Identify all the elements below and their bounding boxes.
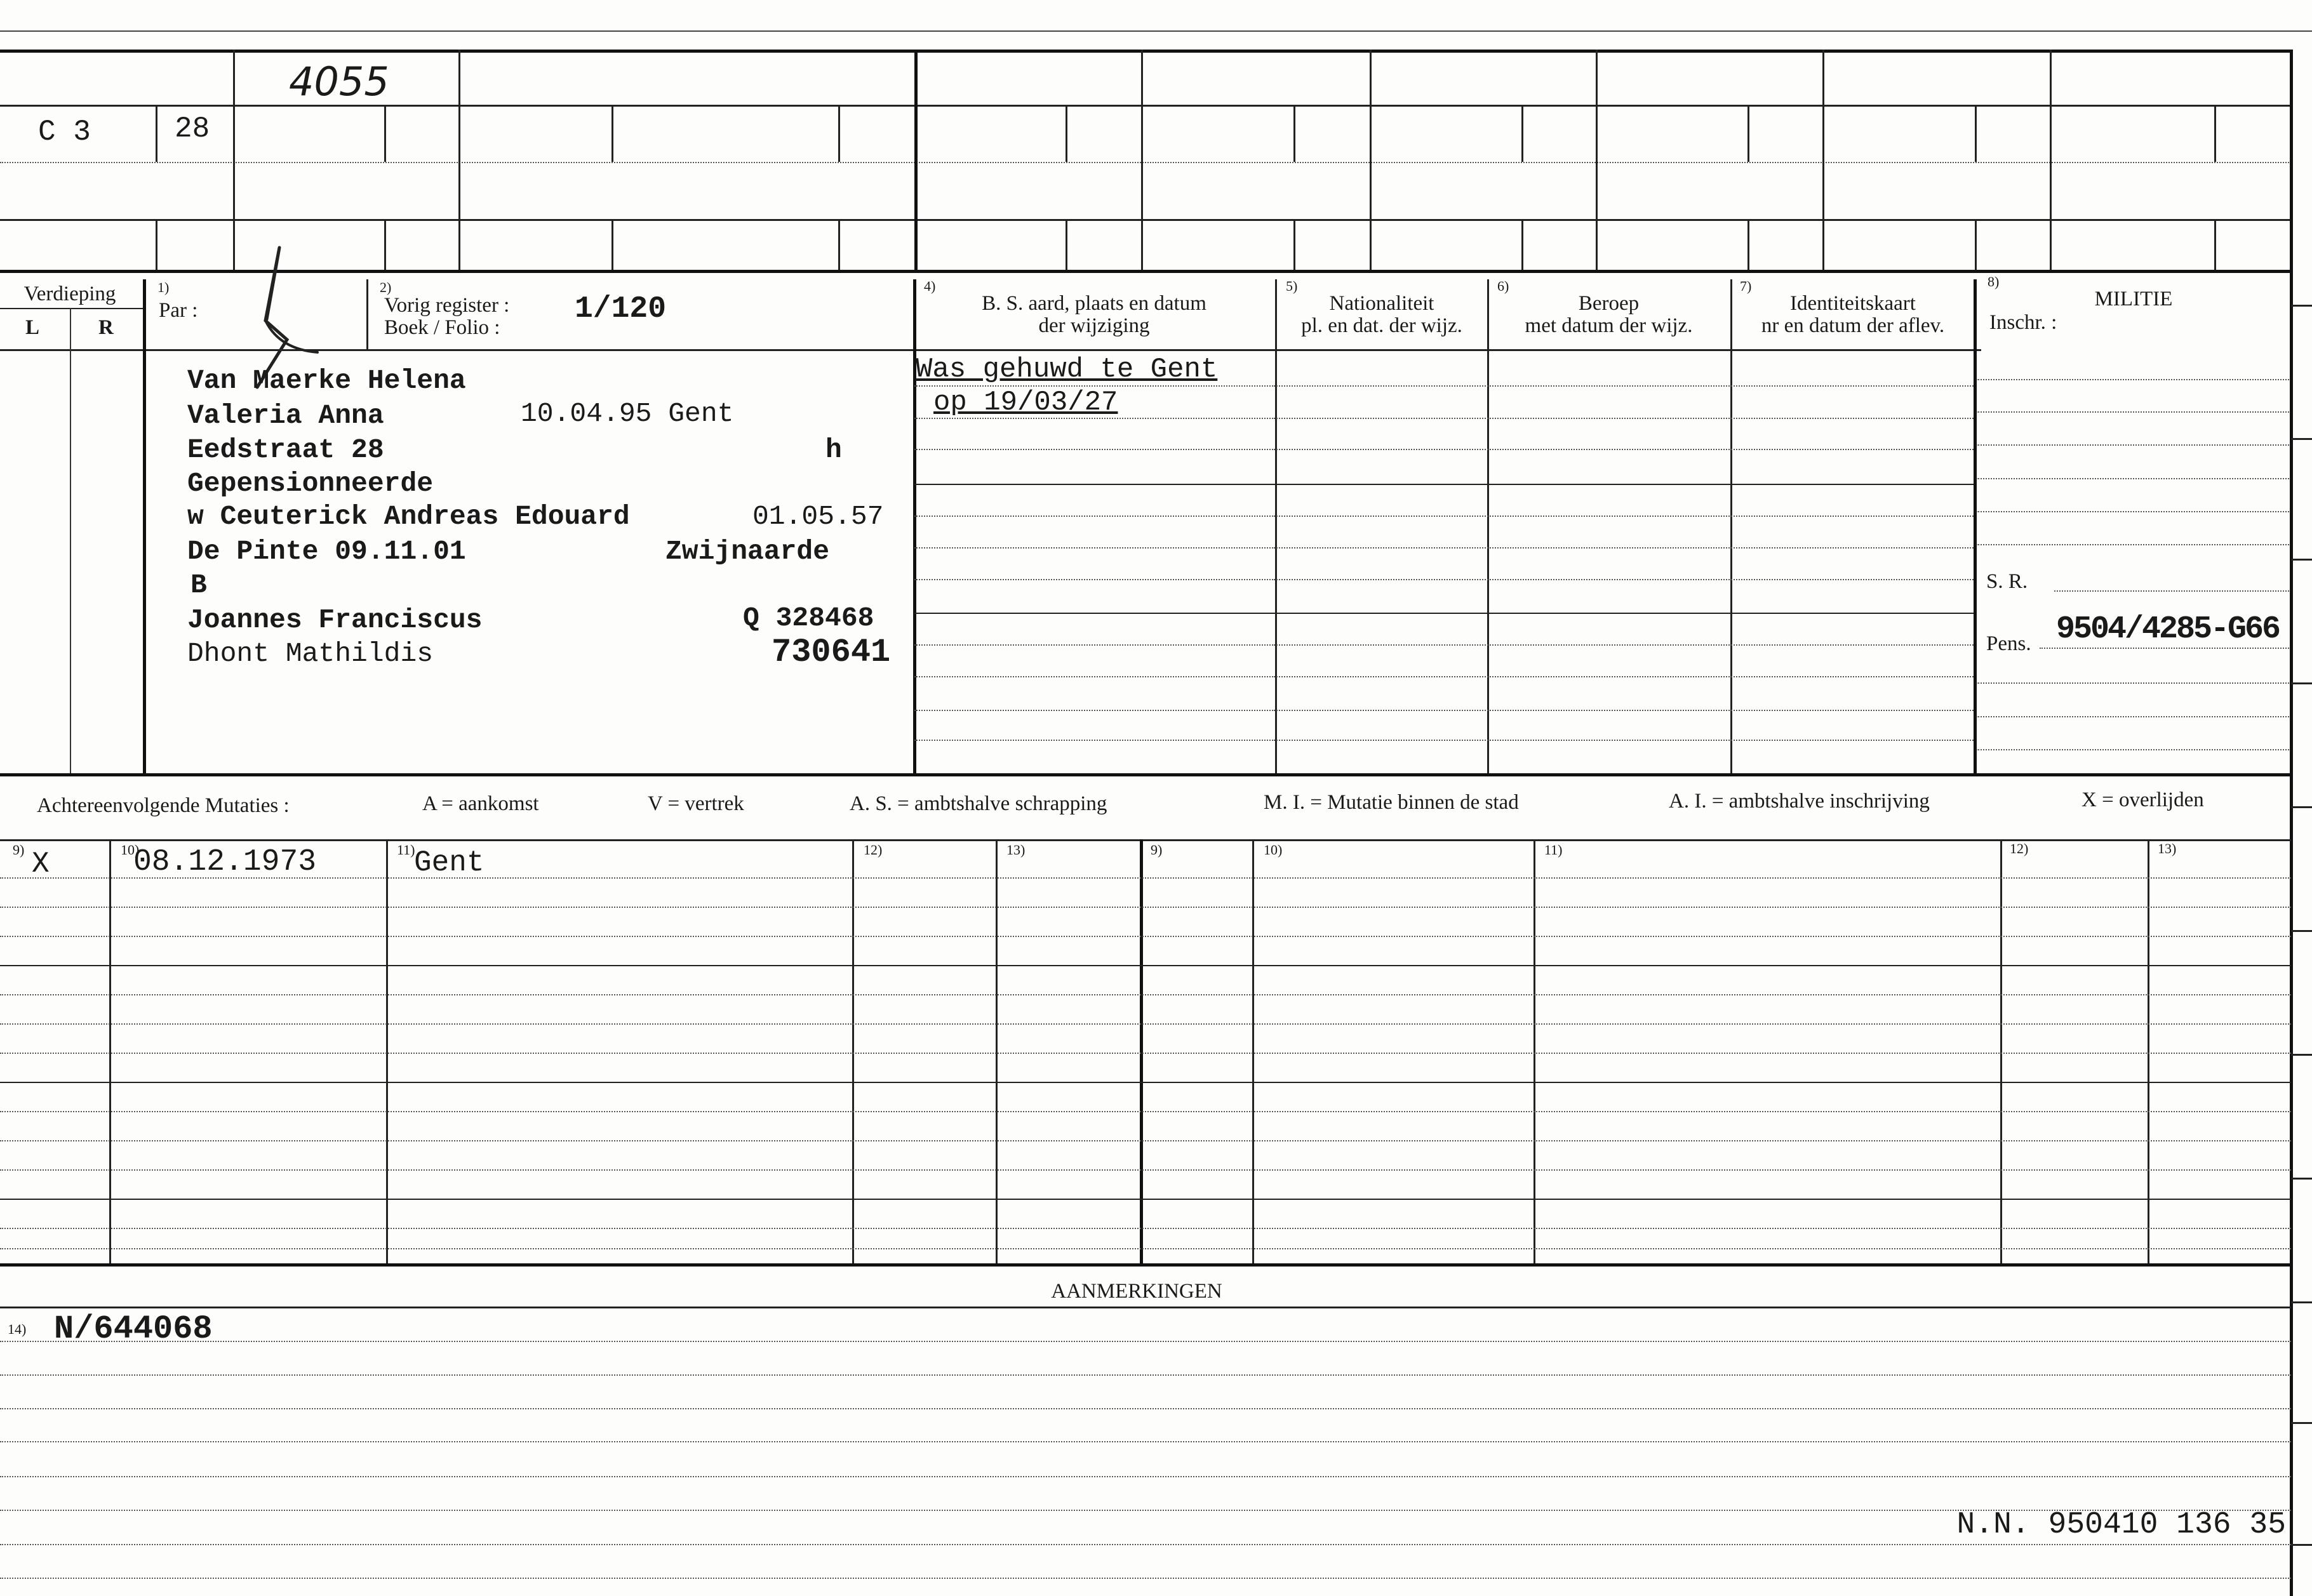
mutation-date: 08.12.1973 — [133, 845, 317, 879]
note-6: 6) — [1497, 278, 1509, 294]
col-divider-nat — [1275, 279, 1277, 775]
top-grid-tick — [1975, 219, 1977, 270]
top-grid-tick — [1521, 105, 1523, 162]
top-grid-tick — [2214, 105, 2216, 162]
legend-mi: M. I. = Mutatie binnen de stad — [1264, 791, 1519, 814]
remarks-rule — [0, 1578, 2291, 1579]
inschr-label: Inschr. : — [1989, 311, 2057, 334]
edge-tick — [2291, 1178, 2312, 1180]
militie-rule — [1976, 411, 2289, 413]
nat-header-line1: Nationaliteit — [1329, 292, 1434, 315]
bs-rule — [914, 579, 1275, 580]
person-line-3a: Eedstraat 28 — [187, 434, 384, 465]
nn-number: N.N. 950410 136 35 — [1956, 1508, 2286, 1542]
legend-ai: A. I. = ambtshalve inschrijving — [1669, 790, 1930, 813]
mutation-rule — [0, 1169, 2291, 1171]
mutation-rule — [0, 965, 2291, 966]
vorig-register-label: Vorig register : — [384, 294, 510, 317]
mut-col-13: 13) — [1006, 842, 1026, 858]
top-grid-tick — [156, 219, 157, 270]
verdieping-divider — [0, 308, 143, 309]
bs-header-line2: der wijziging — [1038, 314, 1150, 337]
person-line-1: Van Maerke Helena — [187, 365, 466, 396]
nat-rule — [1276, 579, 1974, 580]
mutation-rule — [0, 1082, 2291, 1083]
remarks-rule — [0, 1544, 2291, 1545]
boek-folio-label: Boek / Folio : — [384, 316, 500, 339]
r-label: R — [98, 316, 114, 339]
nat-rule — [1276, 484, 1974, 485]
top-grid-line — [0, 219, 2291, 221]
top-grid-tick — [1975, 105, 1977, 162]
nat-rule — [1276, 547, 1974, 549]
militie-rule — [1976, 444, 2289, 446]
person-line-8a: Joannes Franciscus — [187, 604, 483, 635]
edge-tick — [2291, 438, 2312, 440]
nat-rule — [1276, 515, 1974, 517]
nat-rule — [1276, 740, 1974, 741]
right-border — [2290, 50, 2293, 1596]
bs-rule — [914, 547, 1275, 549]
mutation-type: X — [32, 848, 50, 881]
edge-tick — [2291, 1054, 2312, 1056]
top-grid-tick — [1066, 105, 1067, 162]
mut-col-9: 9) — [13, 842, 25, 858]
person-line-5b: 01.05.57 — [752, 501, 884, 532]
nat-rule — [1276, 676, 1974, 677]
militie-header: MILITIE — [2094, 288, 2173, 310]
top-grid-tick — [611, 105, 613, 162]
legend-as: A. S. = ambtshalve schrapping — [850, 792, 1107, 815]
top-grid-tick — [1066, 219, 1067, 270]
id-header-line1: Identiteitskaart — [1790, 292, 1916, 315]
mutation-rule — [0, 1140, 2291, 1141]
person-line-3b: h — [825, 434, 842, 465]
top-grid-tick — [1747, 105, 1749, 162]
remarks-rule — [0, 1408, 2291, 1409]
pens-label: Pens. — [1986, 632, 2031, 655]
remarks-rule — [0, 1341, 2291, 1342]
mutation-rule — [0, 1228, 2291, 1229]
top-grid-vline — [1370, 50, 1372, 270]
militie-rule — [1976, 379, 2289, 380]
edge-tick — [2291, 682, 2312, 684]
note-1: 1) — [157, 279, 170, 295]
beroep-header-line2: met datum der wijz. — [1525, 314, 1693, 337]
mutation-rule — [0, 1111, 2291, 1112]
militie-rule — [1976, 716, 2289, 717]
mutation-place: Gent — [414, 846, 484, 879]
top-grid-line — [0, 105, 2291, 107]
top-grid-vline — [233, 50, 235, 270]
top-border — [0, 30, 2312, 32]
bs-entry-line-2: op 19/03/27 — [933, 387, 1118, 418]
remarks-value: N/644068 — [54, 1310, 213, 1348]
mutation-bottom-line — [0, 1263, 2291, 1267]
top-grid-tick — [384, 219, 386, 270]
mut-col-13b: 13) — [2158, 841, 2177, 856]
handwritten-number: 4055 — [289, 58, 389, 105]
nat-header-line2: pl. en dat. der wijz. — [1301, 314, 1462, 337]
top-grid-tick — [838, 219, 840, 270]
cell-28: 28 — [175, 112, 210, 145]
mutation-rule — [0, 877, 2291, 879]
mut-col-12: 12) — [864, 842, 883, 858]
edge-tick — [2291, 559, 2312, 561]
mut-col-10b: 10) — [1264, 842, 1283, 858]
top-grid-line — [0, 162, 2291, 163]
legend-a: A = aankomst — [422, 792, 539, 815]
mut-col-11b: 11) — [1544, 842, 1563, 858]
person-line-6a: De Pinte 09.11.01 — [187, 536, 466, 567]
col-divider-id — [1730, 279, 1732, 775]
note-2: 2) — [380, 279, 392, 295]
remarks-title: AANMERKINGEN — [1051, 1280, 1222, 1303]
militie-rule — [1976, 478, 2289, 479]
nat-rule — [1276, 418, 1974, 419]
register-value: 1/120 — [575, 292, 667, 326]
mutation-rule — [0, 994, 2291, 995]
top-grid-tick — [156, 105, 157, 162]
top-grid-line — [0, 270, 2291, 273]
edge-tick — [2291, 1544, 2312, 1546]
note-14: 14) — [8, 1321, 27, 1337]
militie-rule — [1976, 682, 2289, 684]
id-header-line2: nr en datum der aflev. — [1761, 314, 1945, 337]
pens-value: 9504/4285-G66 — [2056, 611, 2280, 648]
l-label: L — [25, 316, 40, 339]
bs-rule — [914, 613, 1275, 614]
top-grid-tick — [838, 105, 840, 162]
bs-rule — [914, 740, 1275, 741]
col-divider-militie — [1974, 279, 1977, 775]
mutation-rule — [0, 1023, 2291, 1025]
bs-rule — [914, 449, 1275, 450]
edge-tick — [2291, 1301, 2312, 1303]
edge-tick — [2291, 806, 2312, 808]
person-line-2a: Valeria Anna — [187, 400, 384, 431]
beroep-header-line1: Beroep — [1578, 292, 1640, 315]
note-4: 4) — [924, 278, 936, 294]
verdieping-label: Verdieping — [23, 283, 116, 305]
bs-entry-line-1: Was gehuwd te Gent — [916, 354, 1218, 385]
col-divider-register — [366, 279, 368, 349]
top-grid-vline — [1141, 50, 1143, 270]
legend-v: V = vertrek — [648, 792, 744, 815]
militie-rule — [1976, 749, 2289, 750]
note-8: 8) — [1988, 274, 2000, 289]
body-bottom-line — [0, 773, 2291, 776]
mut-col-12b: 12) — [2010, 841, 2029, 856]
remarks-rule — [0, 1476, 2291, 1477]
mut-col-11: 11) — [397, 842, 415, 858]
person-line-8b: Q 328468 — [743, 602, 874, 634]
par-label: Par : — [159, 299, 198, 322]
legend-x: X = overlijden — [2081, 788, 2204, 811]
remarks-title-line — [0, 1307, 2291, 1308]
bs-rule — [914, 710, 1275, 711]
col-divider-lr — [70, 308, 71, 775]
bs-rule — [914, 676, 1275, 677]
top-grid-tick — [1521, 219, 1523, 270]
top-grid-tick — [611, 219, 613, 270]
top-grid-vline — [458, 50, 460, 270]
top-grid-tick — [1293, 105, 1295, 162]
person-line-2b: 10.04.95 Gent — [521, 398, 734, 429]
top-grid-vline — [1596, 50, 1598, 270]
note-7: 7) — [1740, 278, 1752, 294]
nat-rule — [1276, 385, 1974, 387]
col-divider-beroep — [1487, 279, 1489, 775]
mutation-rule — [0, 936, 2291, 937]
mut-col-9b: 9) — [1151, 842, 1163, 858]
mutation-rule — [0, 907, 2291, 908]
bs-rule — [914, 515, 1275, 517]
remarks-rule — [0, 1374, 2291, 1376]
person-line-9b: 730641 — [772, 634, 891, 671]
bs-header-line1: B. S. aard, plaats en datum — [982, 292, 1206, 315]
top-grid-vline — [2050, 50, 2052, 270]
mutaties-title: Achtereenvolgende Mutaties : — [37, 794, 290, 817]
nat-rule — [1276, 449, 1974, 450]
top-grid-vline — [914, 50, 918, 270]
note-5: 5) — [1286, 278, 1298, 294]
top-grid-line — [0, 50, 2291, 53]
top-grid-vline — [1822, 50, 1824, 270]
militie-rule — [1976, 544, 2289, 545]
person-line-5a: w Ceuterick Andreas Edouard — [187, 501, 630, 532]
remarks-rule — [0, 1441, 2291, 1442]
edge-tick — [2291, 305, 2312, 307]
bs-rule — [914, 644, 1275, 646]
pens-rule — [2040, 648, 2289, 649]
top-grid-tick — [384, 105, 386, 162]
nat-rule — [1276, 613, 1974, 614]
cell-c3: C 3 — [38, 116, 91, 149]
bs-rule — [914, 484, 1275, 485]
mut-col-10: 10) — [121, 842, 140, 858]
sr-rule — [2054, 590, 2289, 592]
edge-tick — [2291, 930, 2312, 932]
top-grid-tick — [2214, 219, 2216, 270]
col-divider-par — [143, 279, 146, 775]
mutation-rule — [0, 1199, 2291, 1200]
mutation-top-line — [0, 839, 2291, 841]
militie-rule — [1976, 511, 2289, 512]
nat-rule — [1276, 710, 1974, 711]
person-line-9a: Dhont Mathildis — [187, 638, 434, 669]
top-grid-tick — [1293, 219, 1295, 270]
nat-rule — [1276, 644, 1974, 646]
mutation-rule — [0, 1248, 2291, 1249]
mutation-rule — [0, 1053, 2291, 1054]
sr-label: S. R. — [1986, 570, 2028, 593]
edge-tick — [2291, 1422, 2312, 1424]
person-line-4: Gepensionneerde — [187, 468, 434, 499]
person-line-6b: Zwijnaarde — [665, 536, 830, 567]
person-line-7: B — [190, 569, 207, 601]
top-grid-tick — [1747, 219, 1749, 270]
